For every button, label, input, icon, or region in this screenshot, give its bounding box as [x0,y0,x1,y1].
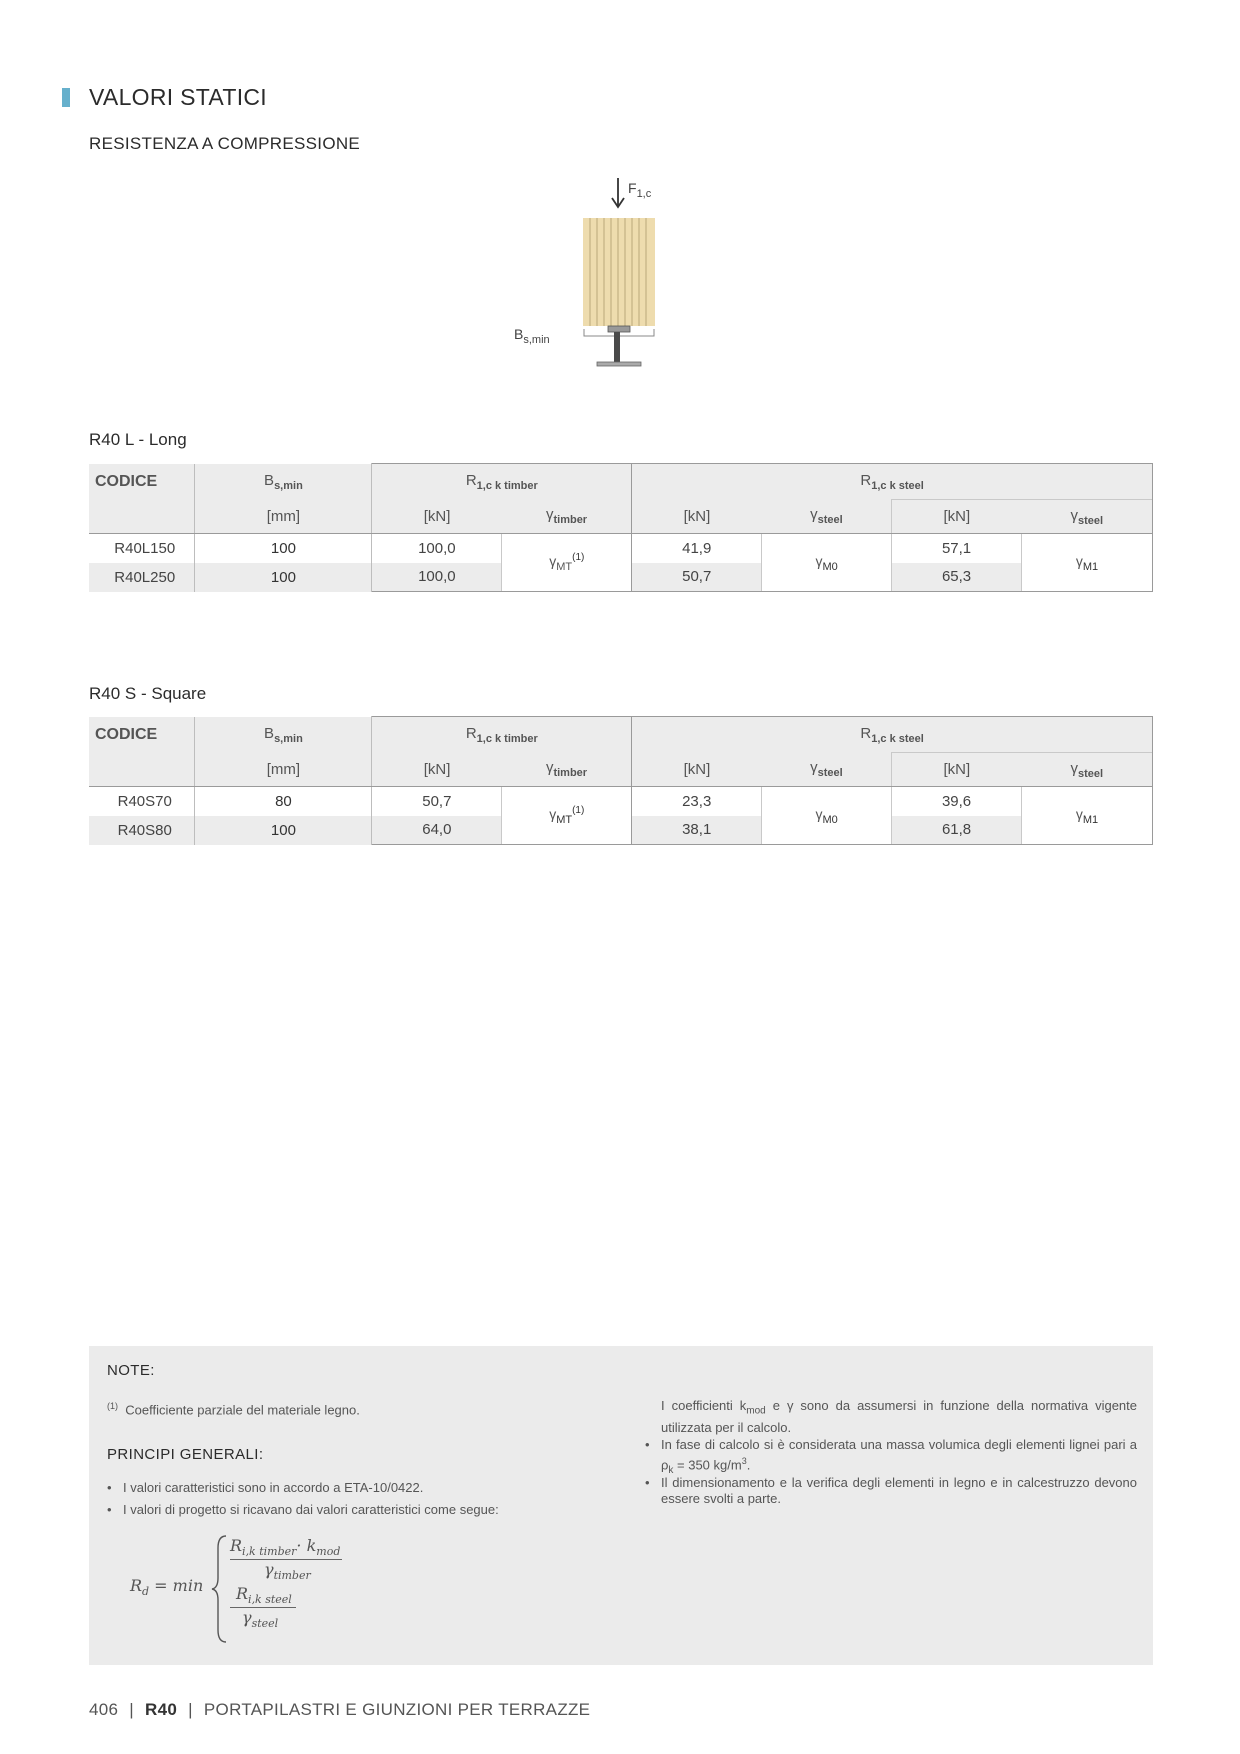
header-r-timber: $R_{1,c k timber}$ [372,717,632,753]
section-marker [62,88,70,107]
header-r-timber: $R_{1,c k timber}$ [372,464,632,500]
gamma-steel-header: $\gamma_{steel}$ [1022,753,1153,787]
formula-num1: $R_{i,k timber}\cdot k_{mod}$ [230,1536,341,1559]
cell-r-steel-m1: 61,8 [892,816,1022,845]
section-title: VALORI STATICI [89,84,268,110]
cell-b: 100 [195,816,372,845]
unit-kn: [kN] [372,500,502,534]
product-name: R40 [145,1700,178,1719]
right-bullet-density: • In fase di calcolo si è considerata una massa volumica degli elementi lignei pari a $\rho_k = 350$ $kg/m^3$. [645,1437,1137,1479]
cell-r-steel-m0: 50,7 [632,563,762,592]
cell-code: R40S80 [89,816,195,845]
coefficients-note: I coefficienti $k_{mod}$ e γ sono da assumersi in funzione della normativa vigente utilizzata per il calcolo. [661,1398,1137,1435]
unit-kn: [kN] [632,753,762,787]
gamma-steel-header: $\gamma_{steel}$ [762,753,892,787]
cell-r-steel-m0: 41,9 [632,534,762,563]
cell-gamma-m0: $\gamma_{M0}$ [762,787,892,845]
table-long [89,463,1153,592]
formula-den2: $\gamma_{steel}$ [242,1608,279,1631]
header-r-steel: $R_{1,c k steel}$ [632,717,1153,753]
unit-kn: [kN] [632,500,762,534]
post-diagram [500,176,700,376]
cell-gamma-mt: $\gamma_{MT}^{(1)}$ [502,534,632,592]
cell-gamma-m1: $\gamma_{M1}$ [1022,787,1153,845]
design-formula [130,1534,430,1644]
cell-r-timber: 100,0 [372,563,502,592]
footer-separator: | [188,1700,193,1719]
header-code: CODICE [89,717,195,787]
formula-brace [210,1534,230,1644]
table-row [89,534,1153,563]
right-bullet-design: • Il dimensionamento e la verifica degli elementi in legno e in calcestruzzo devono essere svolti a parte. [645,1475,1137,1507]
cell-r-steel-m1: 57,1 [892,534,1022,563]
steel-rod [614,332,620,362]
table-title-square: R40 S - Square [89,684,207,703]
cell-b: 100 [195,534,372,563]
cell-b: 100 [195,563,372,592]
cell-r-steel-m1: 39,6 [892,787,1022,816]
principles-title: PRINCIPI GENERALI: [107,1446,264,1463]
compression-figure [500,176,700,376]
header-b: $B_{s,min}$ [195,464,372,500]
base-plate [597,362,641,366]
cell-r-timber: 50,7 [372,787,502,816]
header-b: $B_{s,min}$ [195,717,372,753]
cell-r-steel-m0: 23,3 [632,787,762,816]
left-bullet: • I valori caratteristici sono in accordo a ETA-10/0422. [107,1480,587,1496]
gamma-steel-header: $\gamma_{steel}$ [1022,500,1153,534]
header-r-steel: $R_{1,c k steel}$ [632,464,1153,500]
unit-kn: [kN] [892,753,1022,787]
force-label: $F_{1,c}$ [628,180,652,200]
footer-separator: | [129,1700,135,1719]
cell-b: 80 [195,787,372,816]
steel-plate [608,326,630,332]
gamma-timber-header: $\gamma_{timber}$ [502,500,632,534]
cell-r-steel-m0: 38,1 [632,816,762,845]
unit-mm: [mm] [195,500,372,534]
formula-num2: $R_{i,k steel}$ [236,1584,292,1607]
cell-code: R40S70 [89,787,195,816]
left-bullet: • I valori di progetto si ricavano dai valori caratteristici come segue: [107,1502,587,1518]
timber-post [583,218,655,326]
unit-kn: [kN] [892,500,1022,534]
table-row [89,787,1153,816]
footnote: $^{(1)}$ Coefficiente parziale del materiale legno. [107,1401,360,1418]
gamma-timber-header: $\gamma_{timber}$ [502,753,632,787]
gamma-steel-header: $\gamma_{steel}$ [762,500,892,534]
cell-r-timber: 64,0 [372,816,502,845]
cell-code: R40L150 [89,534,195,563]
unit-kn: [kN] [372,753,502,787]
width-label: $B_{s,min}$ [514,326,550,346]
formula-den1: $\gamma_{timber}$ [264,1560,311,1583]
cell-gamma-mt: $\gamma_{MT}^{(1)}$ [502,787,632,845]
cell-r-steel-m1: 65,3 [892,563,1022,592]
table-square [89,716,1153,845]
page-footer [89,1700,590,1720]
cell-r-timber: 100,0 [372,534,502,563]
cell-gamma-m0: $\gamma_{M0}$ [762,534,892,592]
table-title-long: R40 L - Long [89,430,187,449]
notes-title: NOTE: [107,1362,155,1379]
cell-code: R40L250 [89,563,195,592]
subsection-title: RESISTENZA A COMPRESSIONE [89,134,361,153]
formula-lhs: $R_d = \min$ [130,1576,204,1599]
cell-gamma-m1: $\gamma_{M1}$ [1022,534,1153,592]
unit-mm: [mm] [195,753,372,787]
page-number: 406 [89,1700,119,1719]
catalog-section: PORTAPILASTRI E GIUNZIONI PER TERRAZZE [203,1700,591,1719]
header-code: CODICE [89,464,195,534]
